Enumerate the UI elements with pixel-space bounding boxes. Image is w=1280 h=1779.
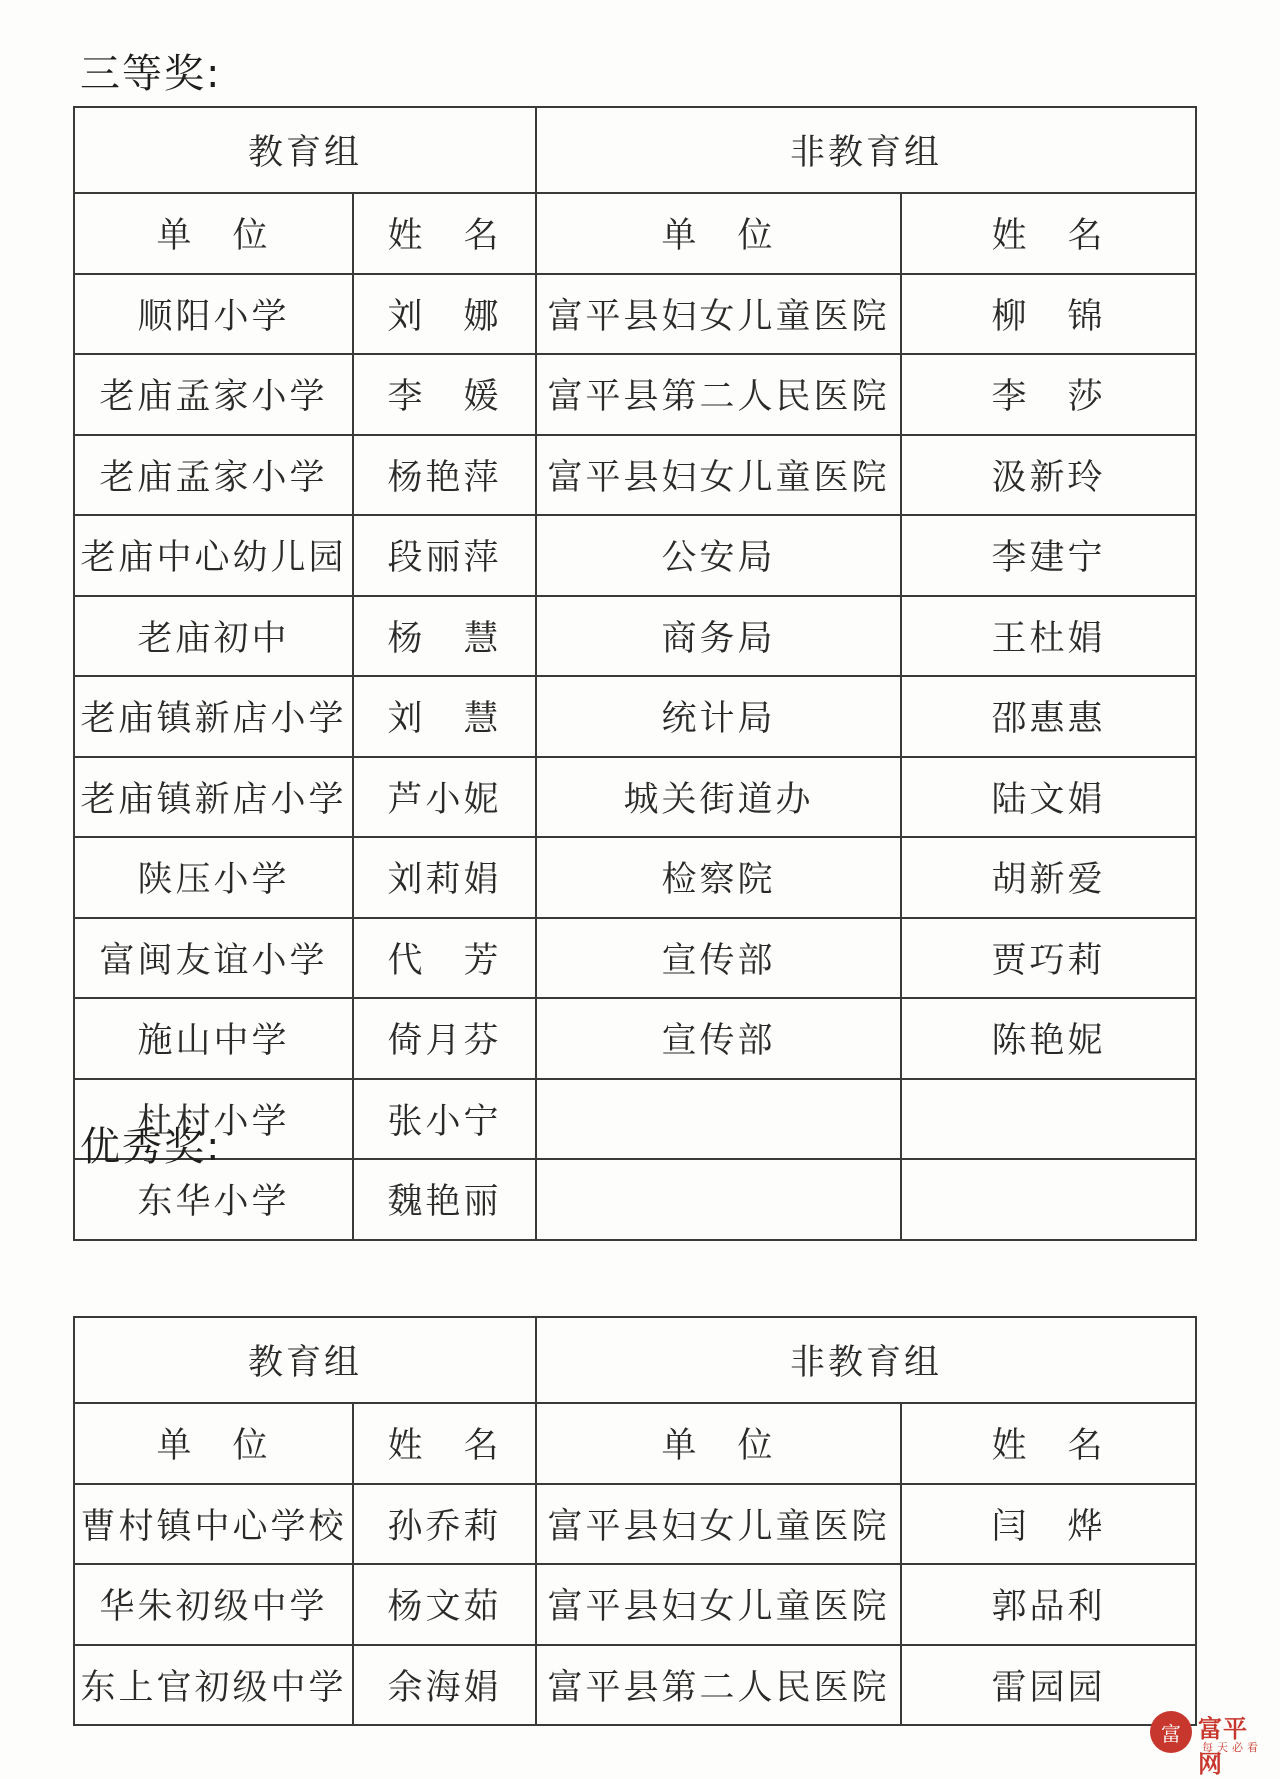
- edu-unit-cell: 东华小学: [74, 1159, 353, 1240]
- nonedu-unit-cell: 富平县妇女儿童医院: [536, 1564, 901, 1645]
- nonedu-name-cell: 陈艳妮: [901, 998, 1196, 1079]
- excellence-prize-table: [73, 1316, 1197, 1726]
- column-header: 姓 名: [901, 193, 1196, 274]
- nonedu-name-cell: 王杜娟: [901, 596, 1196, 677]
- group-header: 教育组: [74, 107, 536, 193]
- column-header-row: [74, 193, 1196, 274]
- column-header: 姓 名: [901, 1403, 1196, 1484]
- edu-name-cell: 余海娟: [353, 1645, 536, 1726]
- nonedu-unit-cell: 城关街道办: [536, 757, 901, 838]
- edu-name-cell: 张小宁: [353, 1079, 536, 1160]
- edu-name-cell: 杨文茹: [353, 1564, 536, 1645]
- nonedu-name-cell: 雷园园: [901, 1645, 1196, 1726]
- column-header: 单 位: [536, 1403, 901, 1484]
- site-logo-icon: 富: [1150, 1711, 1192, 1753]
- edu-unit-cell: 陕压小学: [74, 837, 353, 918]
- table-row: [74, 837, 1196, 918]
- edu-unit-cell: 顺阳小学: [74, 274, 353, 355]
- excellence-prize-title: 优秀奖:: [80, 1124, 222, 1170]
- table-row: [74, 1484, 1196, 1565]
- table-row: [74, 1079, 1196, 1160]
- edu-unit-cell: 施山中学: [74, 998, 353, 1079]
- nonedu-unit-cell: 统计局: [536, 676, 901, 757]
- edu-name-cell: 刘莉娟: [353, 837, 536, 918]
- edu-name-cell: 魏艳丽: [353, 1159, 536, 1240]
- nonedu-name-cell: 柳 锦: [901, 274, 1196, 355]
- nonedu-unit-cell: 公安局: [536, 515, 901, 596]
- nonedu-name-cell: 胡新爱: [901, 837, 1196, 918]
- nonedu-unit-cell: [536, 1159, 901, 1240]
- table-row: [74, 1159, 1196, 1240]
- edu-unit-cell: 老庙镇新店小学: [74, 757, 353, 838]
- edu-unit-cell: 老庙初中: [74, 596, 353, 677]
- table-row: [74, 918, 1196, 999]
- edu-name-cell: 代 芳: [353, 918, 536, 999]
- edu-name-cell: 段丽萍: [353, 515, 536, 596]
- table-row: [74, 354, 1196, 435]
- nonedu-name-cell: 贾巧莉: [901, 918, 1196, 999]
- table-row: [74, 1564, 1196, 1645]
- column-header-row: [74, 1403, 1196, 1484]
- edu-unit-cell: 老庙孟家小学: [74, 435, 353, 516]
- table-row: [74, 1645, 1196, 1726]
- edu-name-cell: 倚月芬: [353, 998, 536, 1079]
- group-header-row: [74, 107, 1196, 193]
- edu-name-cell: 刘 娜: [353, 274, 536, 355]
- table-row: [74, 998, 1196, 1079]
- group-header: 非教育组: [536, 107, 1196, 193]
- nonedu-unit-cell: 富平县妇女儿童医院: [536, 435, 901, 516]
- edu-unit-cell: 富闽友谊小学: [74, 918, 353, 999]
- column-header: 单 位: [74, 1403, 353, 1484]
- site-name: 富平网: [1198, 1715, 1248, 1778]
- table-row: [74, 515, 1196, 596]
- column-header: 单 位: [536, 193, 901, 274]
- nonedu-unit-cell: 宣传部: [536, 998, 901, 1079]
- nonedu-name-cell: [901, 1079, 1196, 1160]
- edu-unit-cell: 华朱初级中学: [74, 1564, 353, 1645]
- edu-name-cell: 孙乔莉: [353, 1484, 536, 1565]
- column-header: 姓 名: [353, 1403, 536, 1484]
- column-header: 单 位: [74, 193, 353, 274]
- edu-name-cell: 杨艳萍: [353, 435, 536, 516]
- edu-name-cell: 刘 慧: [353, 676, 536, 757]
- table-row: [74, 676, 1196, 757]
- nonedu-unit-cell: 富平县妇女儿童医院: [536, 1484, 901, 1565]
- nonedu-name-cell: 郭品利: [901, 1564, 1196, 1645]
- nonedu-unit-cell: 富平县妇女儿童医院: [536, 274, 901, 355]
- table-row: [74, 435, 1196, 516]
- edu-name-cell: 杨 慧: [353, 596, 536, 677]
- edu-name-cell: 芦小妮: [353, 757, 536, 838]
- group-header: 非教育组: [536, 1317, 1196, 1403]
- nonedu-name-cell: 邵惠惠: [901, 676, 1196, 757]
- nonedu-unit-cell: 宣传部: [536, 918, 901, 999]
- nonedu-unit-cell: [536, 1079, 901, 1160]
- nonedu-name-cell: 陆文娟: [901, 757, 1196, 838]
- nonedu-name-cell: 汲新玲: [901, 435, 1196, 516]
- third-prize-table: [73, 106, 1197, 1241]
- edu-unit-cell: 杜村小学: [74, 1079, 353, 1160]
- edu-unit-cell: 老庙孟家小学: [74, 354, 353, 435]
- nonedu-name-cell: [901, 1159, 1196, 1240]
- edu-unit-cell: 老庙中心幼儿园: [74, 515, 353, 596]
- group-header-row: [74, 1317, 1196, 1403]
- nonedu-unit-cell: 检察院: [536, 837, 901, 918]
- edu-unit-cell: 曹村镇中心学校: [74, 1484, 353, 1565]
- nonedu-name-cell: 李建宁: [901, 515, 1196, 596]
- table-row: [74, 757, 1196, 838]
- nonedu-unit-cell: 富平县第二人民医院: [536, 1645, 901, 1726]
- site-watermark: [1150, 1709, 1272, 1778]
- nonedu-unit-cell: 商务局: [536, 596, 901, 677]
- site-slogan: 每天必看: [1202, 1741, 1262, 1754]
- nonedu-name-cell: 闫 烨: [901, 1484, 1196, 1565]
- nonedu-unit-cell: 富平县第二人民医院: [536, 354, 901, 435]
- table-row: [74, 596, 1196, 677]
- third-prize-title: 三等奖:: [80, 51, 222, 97]
- group-header: 教育组: [74, 1317, 536, 1403]
- table-row: [74, 274, 1196, 355]
- nonedu-name-cell: 李 莎: [901, 354, 1196, 435]
- edu-unit-cell: 东上官初级中学: [74, 1645, 353, 1726]
- column-header: 姓 名: [353, 193, 536, 274]
- edu-unit-cell: 老庙镇新店小学: [74, 676, 353, 757]
- edu-name-cell: 李 媛: [353, 354, 536, 435]
